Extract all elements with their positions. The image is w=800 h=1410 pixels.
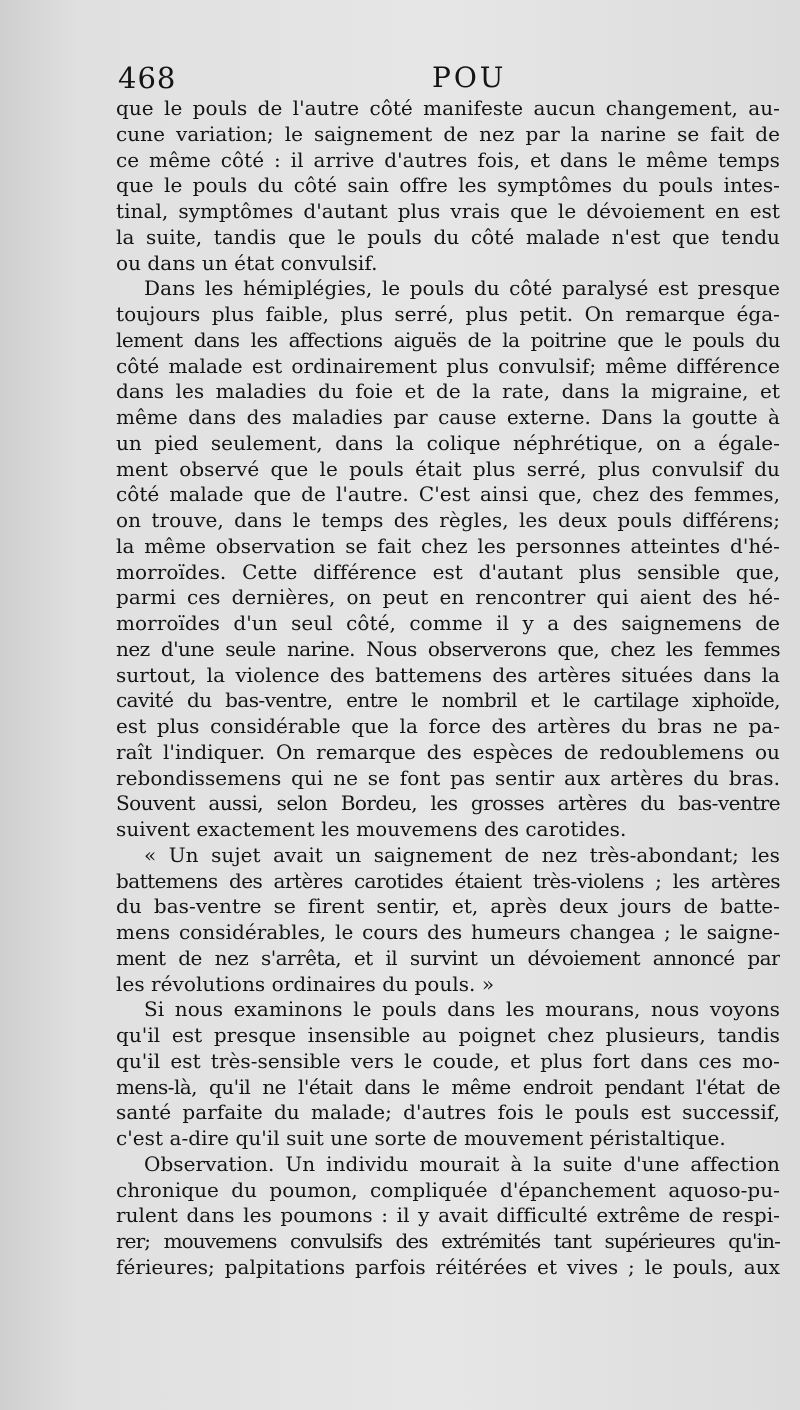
text-line: santé parfaite du malade; d'autres fois le pouls est successif, xyxy=(116,1100,780,1125)
text-line: battemens des artères carotides étaient très-violens ; les artères xyxy=(116,868,780,893)
text-line: la suite, tandis que le pouls du côté malade n'est que tendu xyxy=(116,224,780,249)
text-line: qu'il est très-sensible vers le coude, et plus fort dans ces mo- xyxy=(116,1048,780,1073)
text-line: que le pouls de l'autre côté manifeste aucun changement, au- xyxy=(116,96,780,120)
text-line: morroïdes d'un seul côté, comme il y a des saignemens de xyxy=(116,611,780,635)
text-line: rulent dans les poumons : il y avait difficulté extrême de respi- xyxy=(116,1203,780,1228)
text-line: on trouve, dans le temps des règles, les deux pouls différens; xyxy=(116,508,780,532)
text-line: côté malade est ordinairement plus convulsif; même différence xyxy=(116,353,780,378)
text-line: rer; mouvemens convulsifs des extrémités tant supérieures qu'in- xyxy=(116,1229,780,1253)
text-line: les révolutions ordinaires du pouls. » xyxy=(116,971,495,996)
text-line: rebondissemens qui ne se font pas sentir aux artères du bras. xyxy=(116,765,780,790)
running-head: POU xyxy=(432,61,507,94)
text-line: tinal, symptômes d'autant plus vrais que le dévoiement en est xyxy=(116,199,780,223)
text-line: lement dans les affections aiguës de la poitrine que le pouls du xyxy=(116,327,780,352)
quote-first-line: « Un sujet avait un saignement de nez très-abondant; les xyxy=(144,842,780,867)
text-line: Souvent aussi, selon Bordeu, les grosses artères du bas-ventre xyxy=(116,791,780,816)
text-line: toujours plus faible, plus serré, plus petit. On remarque éga- xyxy=(116,302,780,326)
page-header xyxy=(112,60,777,96)
text-line: du bas-ventre se firent sentir, et, après deux jours de batte- xyxy=(116,894,780,919)
text-line: même dans des maladies par cause externe. Dans la goutte à xyxy=(116,405,780,429)
text-line: morroïdes. Cette différence est d'autant plus sensible que, xyxy=(116,559,780,584)
text-line: est plus considérable que la force des artères du bras ne pa- xyxy=(116,714,780,738)
text-line: côté malade que de l'autre. C'est ainsi que, chez des femmes, xyxy=(116,482,780,507)
text-line: cune variation; le saignement de nez par la narine se fait de xyxy=(116,121,780,146)
page-number: 468 xyxy=(118,61,177,95)
paragraph-first-line: Si nous examinons le pouls dans les mourans, nous voyons xyxy=(144,997,780,1022)
text-line: mens-là, qu'il ne l'était dans le même endroit pendant l'état de xyxy=(116,1074,780,1099)
body-text xyxy=(116,96,780,1281)
text-line: raît l'indiquer. On remarque des espèces de redoublemens ou xyxy=(116,739,780,764)
text-line: nez d'une seule narine. Nous observerons que, chez les femmes xyxy=(116,636,780,661)
text-line: ou dans un état convulsif. xyxy=(116,250,378,275)
text-line: un pied seulement, dans la colique néphrétique, on a égale- xyxy=(116,430,780,455)
text-line: ment de nez s'arrêta, et il survint un dévoiement annoncé par xyxy=(116,945,780,970)
paragraph-first-line: Dans les hémiplégies, le pouls du côté paralysé est presque xyxy=(144,276,780,301)
text-line: chronique du poumon, compliquée d'épanchement aquoso-pu- xyxy=(116,1177,780,1202)
text-line: parmi ces dernières, on peut en rencontrer qui aient des hé- xyxy=(116,585,780,610)
text-line: la même observation se fait chez les personnes atteintes d'hé- xyxy=(116,533,780,558)
paragraph-first-line: Observation. Un individu mourait à la suite d'une affection xyxy=(144,1151,780,1176)
text-line: dans les maladies du foie et de la rate, dans la migraine, et xyxy=(116,379,780,404)
text-line: surtout, la violence des battemens des artères situées dans la xyxy=(116,662,780,687)
text-line: ment observé que le pouls était plus serré, plus convulsif du xyxy=(116,456,780,481)
text-line: cavité du bas-ventre, entre le nombril et le cartilage xiphoïde, xyxy=(116,688,780,713)
text-line: ce même côté : il arrive d'autres fois, et dans le même temps xyxy=(116,147,780,172)
text-line: que le pouls du côté sain offre les symptômes du pouls intes- xyxy=(116,173,780,198)
text-line: suivent exactement les mouvemens des carotides. xyxy=(116,817,627,841)
text-line: mens considérables, le cours des humeurs changea ; le saigne- xyxy=(116,920,780,944)
text-line: qu'il est presque insensible au poignet chez plusieurs, tandis xyxy=(116,1023,780,1047)
text-line: c'est a-dire qu'il suit une sorte de mouvement péristaltique. xyxy=(116,1126,726,1150)
text-line: férieures; palpitations parfois réitérées et vives ; le pouls, aux xyxy=(116,1254,780,1279)
